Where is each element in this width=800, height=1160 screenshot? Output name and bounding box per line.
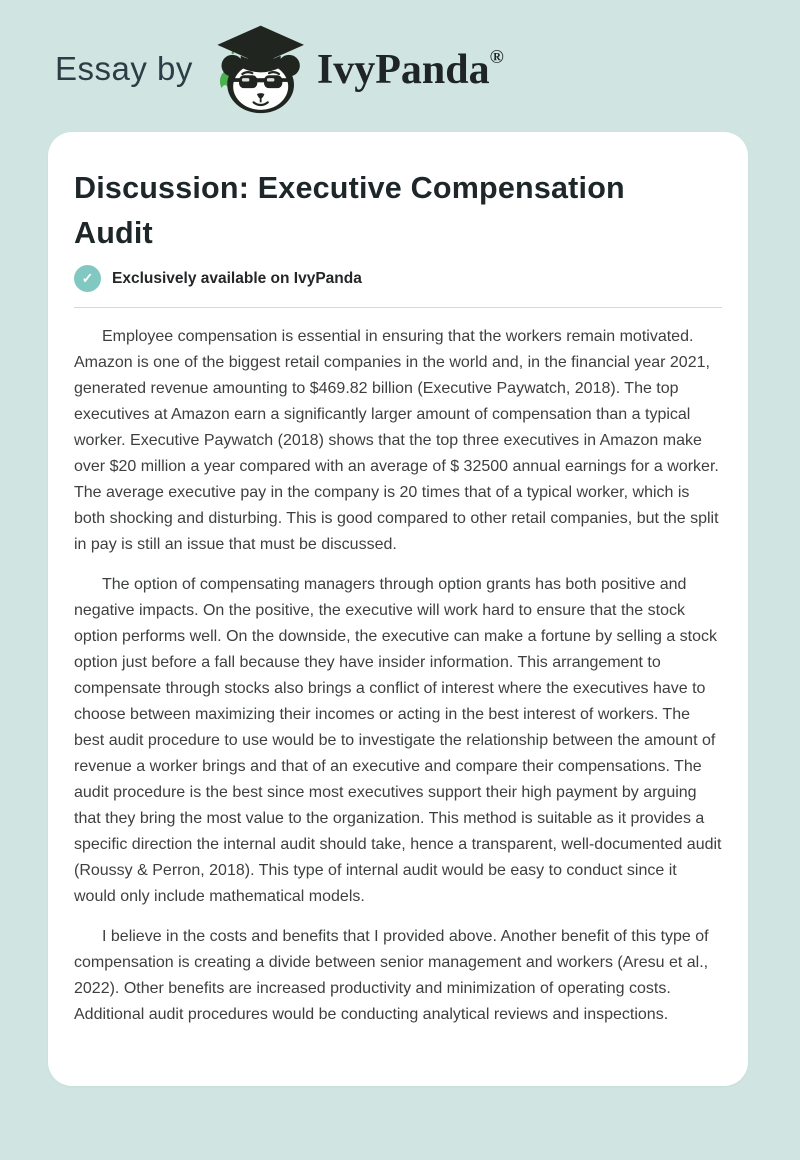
brand-text: IvyPanda — [316, 46, 490, 93]
essay-by-label: Essay by — [55, 50, 193, 87]
registered-mark: ® — [489, 46, 504, 68]
page-title: Discussion: Executive Compensation Audit — [74, 171, 625, 250]
essay-paragraph: I believe in the costs and benefits that I provided above. Another benefit of this type of compensation is creating a divide between senior management and workers (Aresu et al., 2022). Other benefits are increased productivity and minimization of operating costs. Additional audit procedures would be conducting analytical reviews and inspections. — [74, 928, 709, 1023]
essay-paragraph: Employee compensation is essential in ensuring that the workers remain motivated. Amazon is one of the biggest retail companies in the world and, in the financial year 2021, generated revenue amounting to $469.82 billion (Executive Paywatch, 2018). The top executives at Amazon earn a significantly larger amount of compensation than a typical worker. Executive Paywatch (2018) shows that the top three executives in Amazon make over $20 million a year compared with an average of $ 32500 annual earnings for a worker. The average executive pay in the company is 20 times that of a typical worker, which is both shocking and disturbing. This is good compared to other retail companies, but the split in pay is still an issue that must be discussed. — [74, 328, 719, 553]
essay-body — [74, 324, 722, 1028]
article-card — [48, 132, 748, 1086]
exclusive-badge — [74, 265, 722, 292]
essay-paragraph: The option of compensating managers through option grants has both positive and negative impacts. On the positive, the executive will work hard to ensure that the stock option performs well. On the downside, the executive can make a fortune by selling a stock option just before a fall because they have insider information. This arrangement to compensate through stocks also brings a conflict of interest where the executives have to choose between maximizing their incomes or acting in the best interest of workers. The best audit procedure to use would be to investigate the relationship between the amount of revenue a worker brings and that of an executive and compare their compensations. The audit procedure is the best since most executives support their high payment by arguing that they bring the most value to the organization. This method is suitable as it provides a specific direction the internal audit should take, hence a transparent, well-documented audit (Roussy & Perron, 2018). This type of internal audit would be easy to conduct since it would only include mathematical models. — [74, 576, 722, 905]
panda-graduate-icon — [209, 22, 309, 116]
check-icon: ✓ — [74, 265, 101, 292]
page-header — [0, 0, 800, 112]
brand-name — [317, 48, 504, 91]
exclusive-badge-label: Exclusively available on IvyPanda — [112, 269, 362, 287]
divider — [74, 307, 722, 308]
